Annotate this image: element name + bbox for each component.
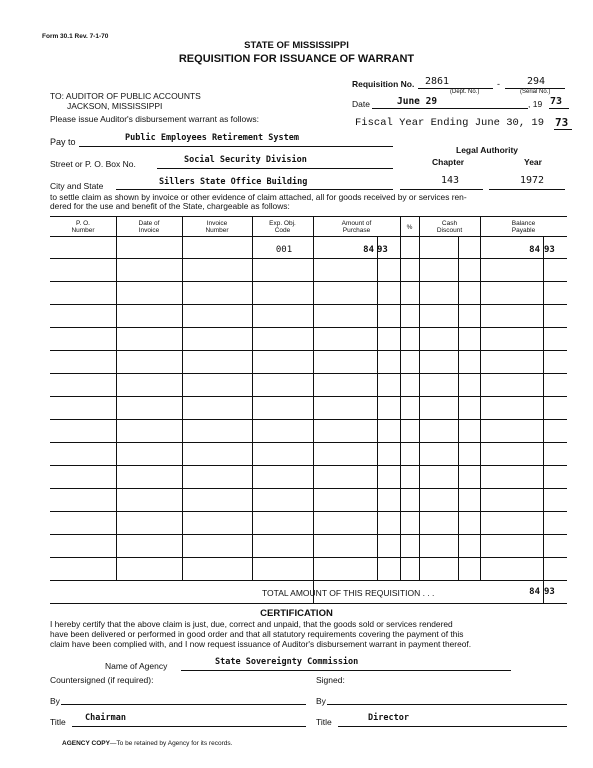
date-year: 73 xyxy=(550,96,563,107)
countersigned-label: Countersigned (if required): xyxy=(50,675,154,685)
table-top-border xyxy=(50,216,567,217)
row1-amount-dollars: 84 xyxy=(363,245,374,255)
col-header-invoice-date: Date of Invoice xyxy=(138,220,160,234)
date-year-prefix: , 19 xyxy=(528,99,543,109)
settle-text-line-2: dered for the use and benefit of the State, chargeable as follows: xyxy=(50,201,290,211)
certification-line-3: claim have been complied with, and I now request issuance of Auditor's disbursement warrant in payment thereof. xyxy=(50,639,472,649)
col-divider xyxy=(400,216,401,580)
footer-note xyxy=(62,740,232,747)
fiscal-year-underline xyxy=(554,129,572,130)
pay-to-line xyxy=(79,146,393,147)
pay-to-label: Pay to xyxy=(50,137,76,147)
to-line-1: TO: AUDITOR OF PUBLIC ACCOUNTS xyxy=(50,91,201,101)
fiscal-year-text: Fiscal Year Ending June 30, 19 xyxy=(355,117,545,129)
dash-separator: - xyxy=(497,79,500,89)
row1-amount-cents: 93 xyxy=(377,245,388,255)
row-line xyxy=(50,580,567,581)
street-line xyxy=(157,168,393,169)
table-header-bottom xyxy=(50,236,567,237)
col-header-invoice-number: Invoice Number xyxy=(205,220,229,234)
state-heading: STATE OF MISSISSIPPI xyxy=(244,40,349,51)
row1-balance-cents: 93 xyxy=(544,245,555,255)
col-divider xyxy=(377,236,378,580)
footer-rest: —To be retained by Agency for its records. xyxy=(109,740,233,747)
agency-line xyxy=(181,670,511,671)
col-header-po-number: P. O. Number xyxy=(71,220,95,234)
to-line-2: JACKSON, MISSISSIPPI xyxy=(67,101,163,111)
dept-no-value: 2861 xyxy=(425,76,450,87)
col-divider xyxy=(458,236,459,580)
col-header-amount: Amount of Purchase xyxy=(341,220,372,234)
col-divider xyxy=(182,216,183,580)
pay-to-value: Public Employees Retirement System xyxy=(125,133,299,143)
city-value: Sillers State Office Building xyxy=(159,177,308,187)
col-divider xyxy=(543,236,544,603)
total-label: TOTAL AMOUNT OF THIS REQUISITION . . . xyxy=(262,588,435,598)
form-title: REQUISITION FOR ISSUANCE OF WARRANT xyxy=(178,53,415,65)
row-line xyxy=(50,373,567,374)
form-number: Form 30.1 Rev. 7-1-70 xyxy=(42,33,109,40)
date-label: Date xyxy=(352,99,370,109)
left-title-value: Chairman xyxy=(85,713,126,723)
row1-balance-dollars: 84 xyxy=(529,245,540,255)
title-line-right xyxy=(338,726,567,727)
row-line xyxy=(50,258,567,259)
agency-value: State Sovereignty Commission xyxy=(215,657,359,667)
col-header-balance: Balance Payable xyxy=(511,220,536,234)
city-line xyxy=(116,189,393,190)
row-line xyxy=(50,350,567,351)
total-cents: 93 xyxy=(544,587,555,597)
date-year-line xyxy=(549,108,569,109)
city-label: City and State xyxy=(50,181,104,191)
fiscal-year-year: 73 xyxy=(555,116,569,129)
date-line xyxy=(372,108,528,109)
signed-label: Signed: xyxy=(316,675,345,685)
chapter-label: Chapter xyxy=(432,157,465,167)
col-header-cash-discount: Cash Discount xyxy=(436,220,463,234)
serial-no-caption: (Serial No.) xyxy=(520,89,551,95)
certification-line-2: have been delivered or performed in good order and that all statutory requirements covering the payment of this xyxy=(50,629,464,639)
chapter-line xyxy=(400,189,483,190)
year-line xyxy=(489,189,565,190)
serial-no-value: 294 xyxy=(527,76,546,87)
chapter-value: 143 xyxy=(441,175,460,186)
col-header-percent: % xyxy=(406,224,413,231)
row-line xyxy=(50,304,567,305)
row-line xyxy=(50,534,567,535)
col-divider xyxy=(419,216,420,580)
footer-bold: AGENCY COPY xyxy=(62,740,110,747)
by-label-left: By xyxy=(50,696,60,706)
title-label-left: Title xyxy=(50,717,66,727)
total-row-bottom xyxy=(50,603,567,604)
street-label: Street or P. O. Box No. xyxy=(50,159,136,169)
requisition-label: Requisition No. xyxy=(352,79,415,89)
row-line xyxy=(50,465,567,466)
row-line xyxy=(50,488,567,489)
col-header-exp-code: Exp. Obj. Code xyxy=(269,220,296,234)
right-title-value: Director xyxy=(368,713,409,723)
street-value: Social Security Division xyxy=(184,155,307,165)
col-divider xyxy=(116,216,117,580)
legal-authority-label: Legal Authority xyxy=(456,145,519,155)
dept-no-caption: (Dept. No.) xyxy=(450,89,480,95)
title-label-right: Title xyxy=(316,717,332,727)
by-line-left xyxy=(61,704,306,705)
col-divider xyxy=(480,216,481,580)
date-value: June 29 xyxy=(397,96,438,107)
by-label-right: By xyxy=(316,696,326,706)
row-line xyxy=(50,281,567,282)
settle-text-line-1: to settle claim as shown by invoice or other evidence of claim attached, all for goods received by or services ren- xyxy=(50,192,467,202)
row-line xyxy=(50,511,567,512)
row-line xyxy=(50,557,567,558)
title-line-left xyxy=(72,726,306,727)
col-divider xyxy=(313,216,314,603)
row-line xyxy=(50,327,567,328)
agency-label: Name of Agency xyxy=(105,661,168,671)
total-dollars: 84 xyxy=(529,587,540,597)
year-value: 1972 xyxy=(520,175,545,186)
row1-exp-code: 001 xyxy=(275,245,293,255)
certification-heading: CERTIFICATION xyxy=(260,608,333,619)
col-divider xyxy=(252,216,253,580)
row-line xyxy=(50,396,567,397)
certification-line-1: I hereby certify that the above claim is just, due, correct and unpaid, that the goods sold or services rendered xyxy=(50,619,453,629)
by-line-right xyxy=(327,704,567,705)
row-line xyxy=(50,442,567,443)
year-label: Year xyxy=(524,157,542,167)
please-issue-text: Please issue Auditor's disbursement warrant as follows: xyxy=(50,114,260,124)
row-line xyxy=(50,419,567,420)
